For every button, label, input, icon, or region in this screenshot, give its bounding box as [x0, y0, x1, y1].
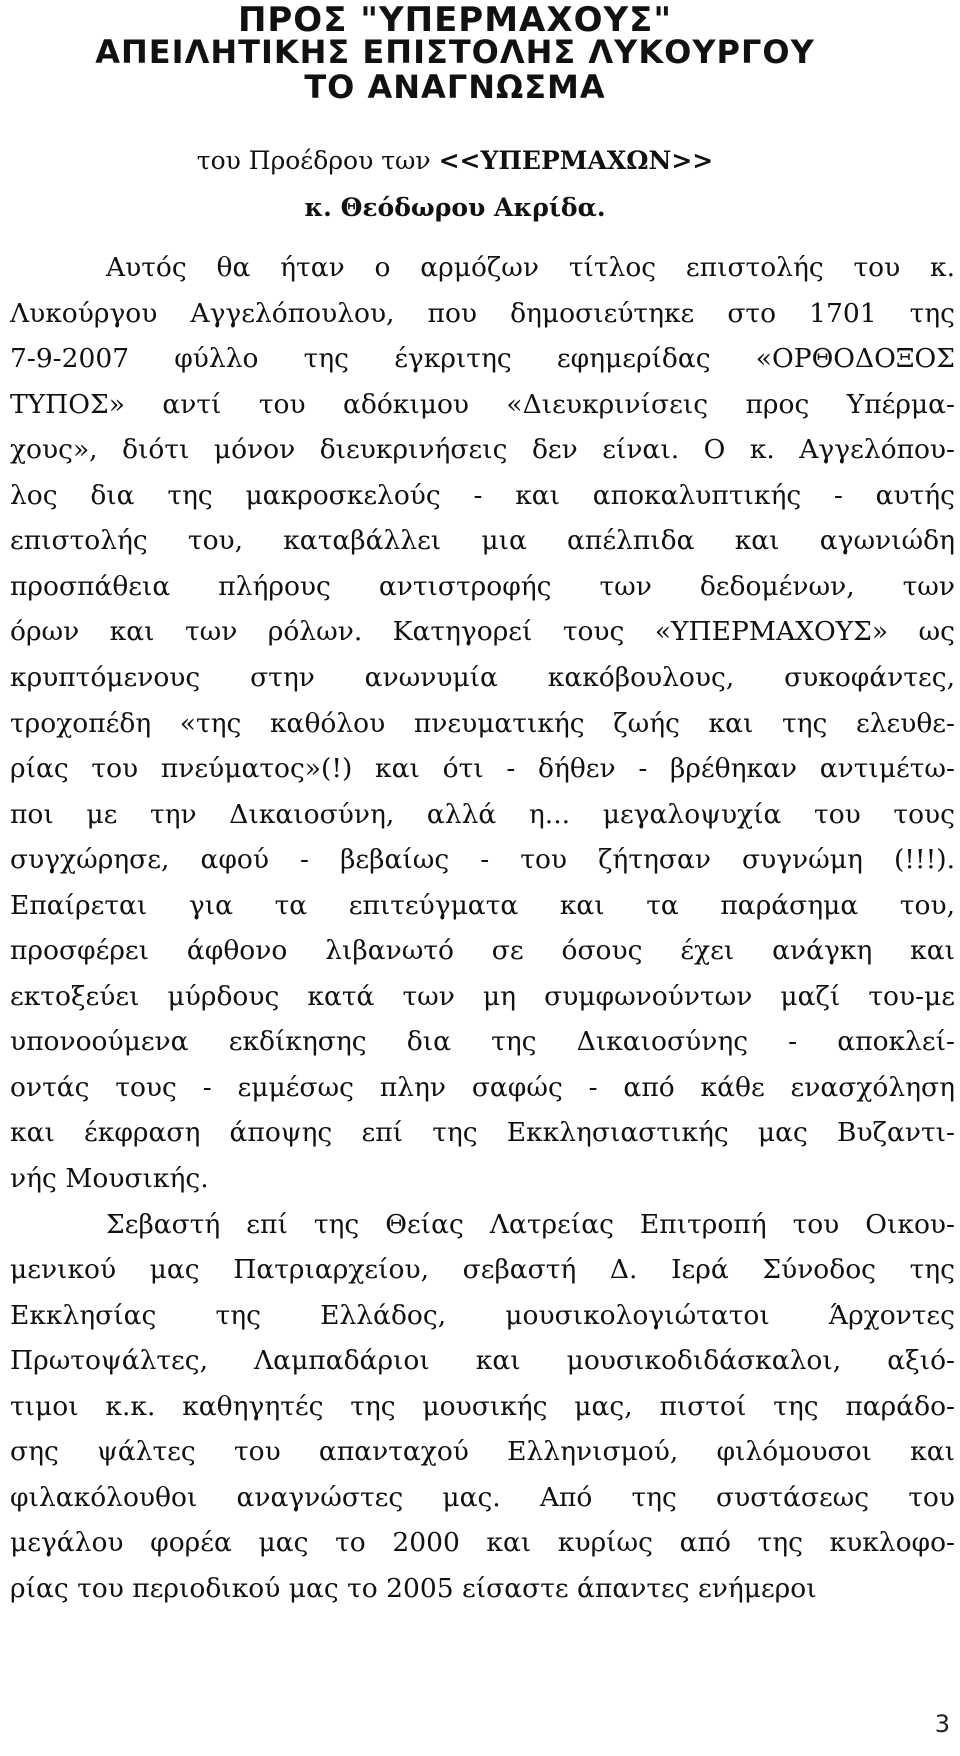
body-line: επιστολής του, καταβάλλει μια απέλπιδα και αγωνιώδη	[10, 525, 955, 557]
body-line: σης ψάλτες του απανταχού Ελληνισμού, φιλόμουσοι και	[10, 1436, 955, 1468]
body-line: Σεβαστή επί της Θείας Λατρείας Επιτροπή του Οικου-	[106, 1208, 955, 1240]
title-line-3: ΤΟ ΑΝΑΓΝΩΣΜΑ	[304, 68, 606, 106]
body-line: ποι με την Δικαιοσύνη, αλλά η... μεγαλοψυχία του τους	[10, 798, 955, 830]
body-line: μενικού μας Πατριαρχείου, σεβαστή Δ. Ιερά Σύνοδος της	[10, 1254, 955, 1286]
body-line: προσπάθεια πλήρους αντιστροφής των δεδομένων, των	[10, 570, 955, 602]
body-line: ρίας του πνεύματος»(!) και ότι - δήθεν - βρέθηκαν αντιμέτω-	[10, 753, 955, 785]
author-prefix: του Προέδρου των	[196, 146, 439, 175]
body-line: Πρωτοψάλτες, Λαμπαδάριοι και μουσικοδιδάσκαλοι, αξιό-	[10, 1345, 955, 1377]
body-line: ρίας του περιοδικού μας το 2005 είσαστε άπαντες ενήμεροι	[10, 1572, 817, 1604]
body-line: και έκφραση άποψης επί της Εκκλησιαστικής μας Βυζαντι-	[10, 1117, 955, 1149]
body-line: φιλακόλουθοι αναγνώστες μας. Από της συστάσεως του	[10, 1481, 955, 1513]
body-line: νής Μουσικής.	[10, 1163, 209, 1194]
title-line-2: ΑΠΕΙΛΗΤΙΚΗΣ ΕΠΙΣΤΟΛΗΣ ΛΥΚΟΥΡΓΟΥ	[95, 33, 815, 71]
body-line: τροχοπέδη «της καθόλου πνευματικής ζωής και της ελευθε-	[10, 707, 955, 739]
body-line: μεγάλου φορέα μας το 2000 και κυρίως από της κυκλοφο-	[10, 1527, 955, 1559]
body-line: οντάς τους - εμμέσως πλην σαφώς - από κάθε ενασχόληση	[10, 1071, 955, 1103]
body-line: όρων και των ρόλων. Κατηγορεί τους «ΥΠΕΡΜΑΧΟΥΣ» ως	[10, 616, 955, 648]
body-line: Επαίρεται για τα επιτεύγματα και τα παράσημα του,	[10, 889, 955, 921]
body-line: χους», διότι μόνον διευκρινήσεις δεν είναι. Ο κ. Αγγελόπου-	[10, 434, 955, 466]
author-line-1	[40, 146, 870, 175]
body-line: τιμοι κ.κ. καθηγητές της μουσικής μας, πιστοί της παράδο-	[10, 1390, 955, 1422]
title-line-1: ΠΡΟΣ "ΥΠΕΡΜΑΧΟΥΣ"	[237, 0, 673, 40]
body-line: Εκκλησίας της Ελλάδος, μουσικολογιώτατοι Άρχοντες	[10, 1299, 955, 1331]
body-line: 7-9-2007 φύλλο της έγκριτης εφημερίδας «ΟΡΘΟΔΟΞΟΣ	[10, 343, 955, 375]
body-line: προσφέρει άφθονο λιβανωτό σε όσους έχει ανάγκη και	[10, 935, 955, 967]
author-name: κ. Θεόδωρου Ακρίδα.	[304, 193, 606, 222]
body-line: κρυπτόμενους στην ανωνυμία κακόβουλους, συκοφάντες,	[10, 661, 955, 693]
body-line: εκτοξεύει μύρδους κατά των μη συμφωνούντων μαζί του-με	[10, 980, 955, 1012]
body-line: λος δια της μακροσκελούς - και αποκαλυπτικής - αυτής	[10, 479, 955, 511]
body-line: ΤΥΠΟΣ» αντί του αδόκιμου «Διευκρινίσεις προς Υπέρμα-	[10, 388, 955, 420]
body-line: υπονοούμενα εκδίκησης δια της Δικαιοσύνης - αποκλεί-	[10, 1026, 955, 1058]
organization-name: <<ΥΠΕΡΜΑΧΩΝ>>	[438, 146, 714, 175]
page-number: 3	[934, 1710, 950, 1738]
body-line: Λυκούργου Αγγελόπουλου, που δημοσιεύτηκε στο 1701 της	[10, 297, 955, 329]
body-line: συγχώρησε, αφού - βεβαίως - του ζήτησαν συγνώμη (!!!).	[10, 844, 955, 876]
body-line: Αυτός θα ήταν ο αρμόζων τίτλος επιστολής του κ.	[106, 252, 955, 283]
